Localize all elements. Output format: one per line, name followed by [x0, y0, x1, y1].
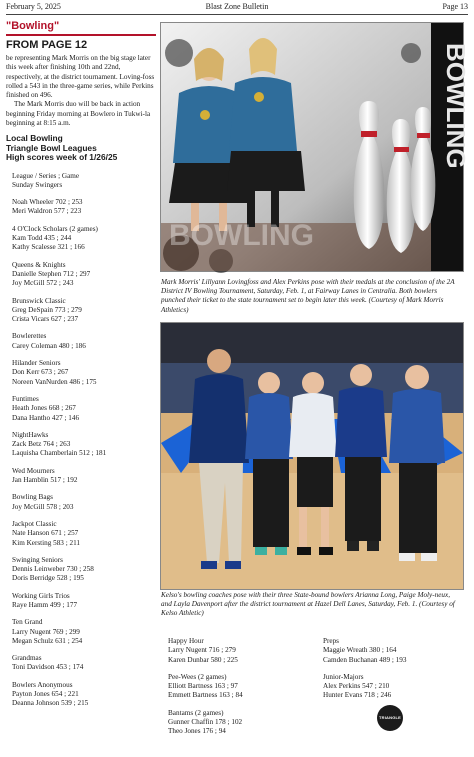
- league-block: [12, 198, 156, 217]
- league-name: Pee-Wees (2 games): [168, 672, 227, 681]
- league-name: Happy Hour: [168, 637, 204, 645]
- league-block: [12, 431, 156, 459]
- league-block: [12, 359, 156, 387]
- score-line: Camden Buchanan 489 ; 193: [323, 655, 407, 664]
- score-line: Carey Coleman 480 ; 186: [12, 341, 86, 350]
- photo-mark-morris-image: [161, 23, 471, 271]
- league-name: Bowlerettes: [12, 332, 47, 341]
- scores-heading-line: High scores week of 1/26/25: [6, 152, 118, 163]
- score-line: Danielle Stephen 712 ; 297: [12, 269, 91, 278]
- league-block: [12, 681, 156, 709]
- score-line: Heath Jones 668 ; 267: [12, 404, 76, 413]
- league-block: [12, 520, 156, 548]
- league-name: Ten Grand: [12, 618, 43, 627]
- score-line: Karen Dunbar 580 ; 225: [168, 655, 238, 664]
- score-line: Zack Betz 764 ; 263: [12, 440, 71, 449]
- article-paragraph-1: be representing Mark Morris on the big stage later this week after finishing 10th and 22nd, respectively, at the district tournament. Loving-foss rolled a 543 in the three-game series, while Perkins finished on 496.: [6, 54, 155, 100]
- league-block: [12, 225, 156, 253]
- scores-heading-line: Local Bowling: [6, 133, 63, 144]
- logo-text: TRIANGLE BOWL: [378, 715, 402, 746]
- score-line: Sunday Swingers: [12, 180, 63, 189]
- league-scores-list: [6, 172, 156, 709]
- scores-heading: [6, 134, 156, 162]
- league-scores-list-right: [323, 637, 463, 709]
- league-block: [12, 556, 156, 584]
- photo2-caption: Kelso's bowling coaches pose with their three State-bound bowlers Arianna Long, Paige Moly-neux, and Layla Davenport after the district tournament at Hazel Dell Lanes, Saturday, Feb. 1. (Courtesy of Kelso Athletic): [161, 591, 455, 618]
- score-line: Gunner Chaffin 178 ; 102: [168, 718, 243, 727]
- league-name: Bowlers Anonymous: [12, 680, 73, 689]
- league-scores-list-middle: [168, 637, 308, 745]
- continued-from-label: FROM PAGE 12: [6, 39, 88, 51]
- league-block: [12, 261, 156, 289]
- score-line: Hunter Evans 718 ; 246: [323, 691, 392, 700]
- photo-mark-morris-medalists: [160, 22, 471, 272]
- score-line: Crista Vicars 627 ; 237: [12, 315, 79, 324]
- league-block: [12, 332, 156, 351]
- score-line: Meri Waldron 577 ; 223: [12, 207, 82, 216]
- score-line: Raye Hamm 499 ; 177: [12, 600, 78, 609]
- score-line: Joy McGill 572 ; 243: [12, 279, 74, 288]
- league-name: Working Girls Trios: [12, 591, 70, 600]
- league-name: League / Series ; Game: [12, 171, 80, 180]
- score-line: Payton Jones 654 ; 221: [12, 690, 79, 699]
- league-block: [168, 637, 308, 665]
- league-name: Jackpot Classic: [12, 519, 57, 528]
- league-name: 4 O'Clock Scholars (2 games): [12, 224, 98, 233]
- league-name: Junior-Majors: [323, 672, 364, 681]
- article-paragraph-2: The Mark Morris duo will be back in action beginning Friday morning at Bowlero in Tukwi-la beginning at 8:15 a.m.: [6, 100, 151, 128]
- league-name: Hilander Seniors: [12, 359, 61, 368]
- score-line: Greg DeSpain 773 ; 279: [12, 305, 82, 314]
- league-block: [12, 493, 156, 512]
- league-block: [12, 618, 156, 646]
- league-name: Funtimes: [12, 394, 39, 403]
- league-block: [12, 297, 156, 325]
- score-line: Deanna Johnson 539 ; 215: [12, 699, 89, 708]
- score-line: Megan Schulz 631 ; 254: [12, 636, 83, 645]
- league-block: [168, 673, 308, 701]
- header-publication: Blast Zone Bulletin: [205, 2, 269, 11]
- league-name: Queens & Knights: [12, 260, 66, 269]
- league-name: Preps: [323, 637, 339, 645]
- league-name: Bowling Bags: [12, 493, 53, 502]
- header-date: February 5, 2025: [6, 2, 61, 11]
- page-header: [6, 1, 468, 13]
- article-title: "Bowling": [6, 20, 60, 32]
- league-name: Brunswick Classic: [12, 296, 66, 305]
- league-name: Wed Mourners: [12, 466, 55, 475]
- league-block: [12, 395, 156, 423]
- score-line: Emmett Bartness 163 ; 84: [168, 691, 243, 700]
- scores-heading-line: Triangle Bowl Leagues: [6, 142, 97, 153]
- score-line: Theo Jones 176 ; 94: [168, 727, 226, 736]
- photo-kelso-group: [160, 322, 464, 590]
- score-line: Nate Hanson 671 ; 257: [12, 529, 79, 538]
- league-block: [323, 637, 463, 665]
- score-line: Dennis Leinweber 730 ; 258: [12, 565, 94, 574]
- score-line: Elliott Bartness 163 ; 97: [168, 682, 238, 691]
- score-line: Kam Todd 435 ; 244: [12, 234, 72, 243]
- league-block: [323, 673, 463, 701]
- score-line: Don Kerr 673 ; 267: [12, 368, 69, 377]
- svg-text:BOWLING: BOWLING: [441, 43, 471, 169]
- league-block: [12, 467, 156, 486]
- league-block: [12, 592, 156, 611]
- score-line: Laquisha Chamberlain 512 ; 181: [12, 449, 107, 458]
- score-line: Alex Perkins 547 ; 210: [323, 682, 390, 691]
- score-line: Kim Kersting 583 ; 211: [12, 538, 81, 547]
- score-line: Doris Berridge 528 ; 195: [12, 574, 84, 583]
- league-name: Noah Wheeler 702 ; 253: [12, 198, 83, 207]
- league-name: NightHawks: [12, 430, 49, 439]
- score-line: Larry Nugent 716 ; 279: [168, 646, 236, 655]
- score-line: Larry Nugent 769 ; 299: [12, 627, 80, 636]
- score-line: Noreen VanNurden 486 ; 175: [12, 377, 97, 386]
- league-block: [12, 654, 156, 673]
- left-column: [6, 20, 156, 717]
- score-line: Maggie Wreath 380 ; 164: [323, 646, 397, 655]
- header-rule: [6, 14, 468, 15]
- photo-kelso-image: [161, 323, 463, 589]
- header-page-number: Page 13: [442, 2, 468, 11]
- score-line: Joy McGill 578 ; 203: [12, 502, 74, 511]
- score-line: Toni Davidson 453 ; 174: [12, 663, 84, 672]
- score-line: Jan Hamblin 517 ; 192: [12, 476, 78, 485]
- league-block: [168, 709, 308, 737]
- league-name: Swinging Seniors: [12, 555, 63, 564]
- league-name: Bantams (2 games): [168, 708, 224, 717]
- league-block: [12, 172, 156, 191]
- score-line: Dana Hantho 427 ; 146: [12, 413, 80, 422]
- triangle-bowl-logo: [377, 705, 403, 746]
- league-name: Grandmas: [12, 654, 42, 663]
- score-line: Kathy Scalesse 321 ; 166: [12, 243, 85, 252]
- photo1-caption: Mark Morris' Lillyann Lovingfoss and Alex Perkins pose with their medals at the conclusion of the 2A District IV Bowling Tournament, Saturday, Feb. 1, at Fairway Lanes in Centralia. Both bowlers punched their ticket to the state tournament set to begin later this week. (Courtesy of Mark Morris Athletics): [161, 278, 455, 314]
- svg-text:BOWLING: BOWLING: [169, 219, 314, 252]
- title-rule: [6, 34, 156, 36]
